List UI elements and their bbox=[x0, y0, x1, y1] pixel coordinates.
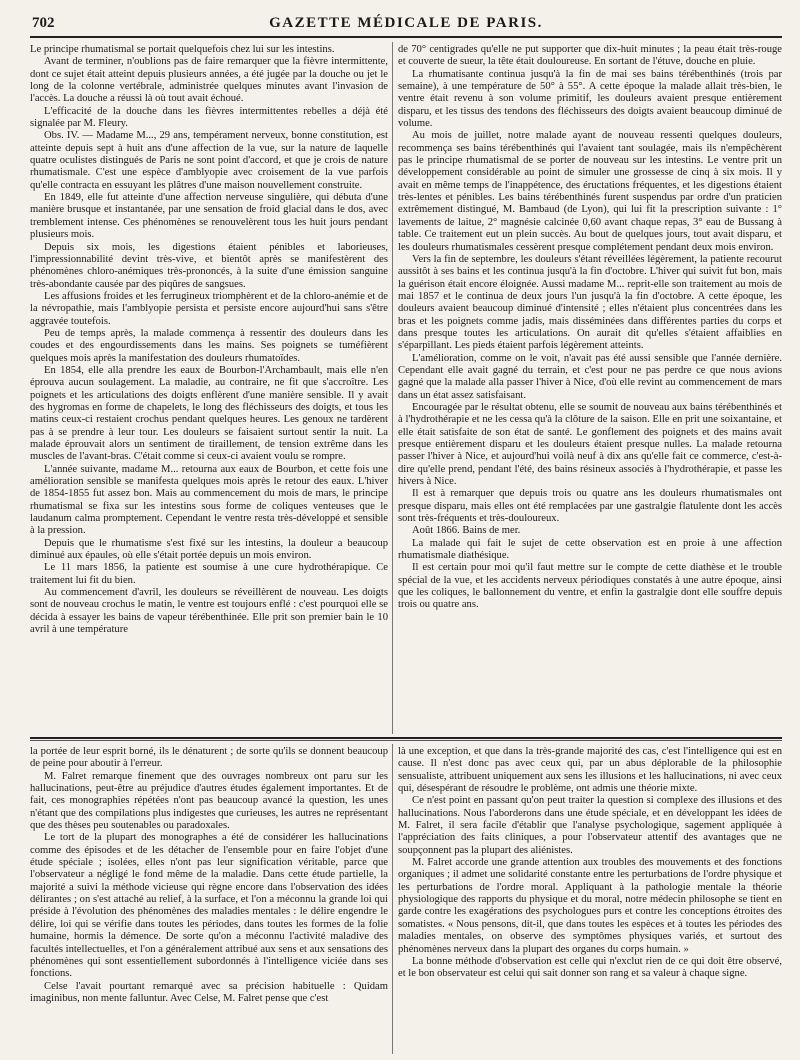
paragraph: Depuis six mois, les digestions étaient pénibles et laborieuses, l'impressionnabilité devint très-vive, et bientôt après se manifestèrent des phénomènes chloro-anémiques très-prononcés, à la suite d'une émission sanguine très-abondante causée par des piqûres de sangsues. bbox=[30, 241, 388, 290]
paragraph: La rhumatisante continua jusqu'à la fin de mai ses bains térébenthinés (trois par semaine), à une température de 50° à 55°. A cette époque la malade allait très-bien, le ventre était revenu à son volume primitif, les douleurs avaient presque entièrement disparu, et les tissus des tendons des fléchisseurs des doigts avaient beaucoup diminué de volume. bbox=[398, 68, 782, 130]
section-divider bbox=[30, 737, 782, 739]
paragraph: Le tort de la plupart des monographes a été de considérer les hallucinations comme des épisodes et de les détacher de l'ensemble pour en faire l'objet d'une étude spéciale ; isolées, elles n'ont pas leur signification véritable, parce que l'observateur a négligé le fond même de la maladie. Dans cette étude partielle, la majorité a suivi la méthode vicieuse qui règne encore dans l'observation des idées délirantes ; on s'est attaché au relief, à la surface, et l'on a méconnu la grande loi qui préside à l'évolution des phénomènes des maladies mentales : le délire engendre le délire, loi qui se vérifie dans toutes les périodes, dans toutes les formes de la folie humaine, hormis la démence. De sorte qu'on a méconnu l'activité maladive des facultés intellectuelles, et l'on a généralement attribué aux sens et aux sensations des phénomènes qui sont essentiellement subordonnés à l'intelligence viciée dans ses fonctions. bbox=[30, 832, 388, 980]
paragraph: Encouragée par le résultat obtenu, elle se soumit de nouveau aux bains térébenthinés et à l'hydrothérapie et ne les cessa qu'à la clôture de la saison. Elle en prit une soixantaine, et elle était satisfaite de son état de santé. Le gonflement des poignets et des mains avait presque entièrement disparu et les douleurs étaient presque nulles. La malade retourna passer l'hiver à Nice, et aujourd'hui voilà neuf à dix ans qu'elle fait ce commerce, c'est-à-dire qu'elle prend, pendant l'été, des bains résineux associés à l'hydrothérapie, et passe les hivers à Nice. bbox=[398, 401, 782, 488]
paragraph: Vers la fin de septembre, les douleurs s'étant réveillées légèrement, la patiente recourut aussitôt à ses bains et les continua jusqu'à la fin d'octobre. L'hiver qui suivit fut bon, mais la guérison était encore éloignée. Aussi madame M... reprit-elle son traitement au mois de mai 1857 et le continua de deux jours l'un jusqu'à la fin d'octobre. A cette époque, les douleurs avaient beaucoup diminué d'intensité ; elles n'étaient plus concentrées dans les bras et les poignets comme jadis, mais disséminées dans différentes parties du corps et dans presque toutes les articulations. On aurait dit qu'elles s'étaient affaiblies en s'éparpillant. Les pieds étaient parfois légèrement atteints. bbox=[398, 253, 782, 352]
column-top-right bbox=[398, 44, 782, 732]
paragraph: Les affusions froides et les ferrugineux triomphèrent et de la chloro-anémie et de la névropathie, mais l'amblyopie persista et persiste encore aujourd'hui sans s'être aggravée toutefois. bbox=[30, 290, 388, 327]
paragraph: En 1849, elle fut atteinte d'une affection nerveuse singulière, qui débuta d'une manière brusque et instantanée, par une sensation de froid glacial dans le dos, avec tremblement intense. Ces phénomènes se renouvelèrent tous les huit jours pendant plusieurs mois. bbox=[30, 192, 388, 241]
paragraph: Depuis que le rhumatisme s'est fixé sur les intestins, la douleur a beaucoup diminué aux épaules, où elle s'était portée depuis un mois environ. bbox=[30, 537, 388, 562]
column-bottom-right bbox=[398, 746, 782, 1052]
paragraph: Le 11 mars 1856, la patiente est soumise à une cure hydrothérapique. Ce traitement lui fit du bien. bbox=[30, 562, 388, 586]
paragraph: Obs. IV. — Madame M..., 29 ans, tempérament nerveux, bonne constitution, est atteinte depuis sept à huit ans d'une affection de la vue, sur la nature de laquelle quatre oculistes distingués de Paris ne sont point d'accord, et que je crois de nature rhumatismale. C'est une espèce d'amblyopie avec croisement de la vue parfois qu'elle contracta en essuyant les plâtres d'une maison nouvellement construite. bbox=[30, 130, 388, 191]
paragraph: Peu de temps après, la malade commença à ressentir des douleurs dans les coudes et des engourdissements dans les mains. Ses poignets se tuméfièrent quelques mois après la manifestation des douleurs rhumatoïdes. bbox=[30, 327, 388, 364]
paragraph: M. Falret remarque finement que des ouvrages nombreux ont paru sur les hallucinations, peut-être au préjudice d'autres études également importantes. Et de fait, ces monographies répétées n'ont pas beaucoup avancé la question, les unes n'étant que des compilations plus indigestes que curieuses, les autres ne représentant que des thèses peu soutenables ou paradoxales. bbox=[30, 770, 388, 832]
paragraph: Avant de terminer, n'oublions pas de faire remarquer que la fièvre intermittente, dont ce sujet était atteint depuis plusieurs années, a été jugée par la douche ou jet le long de la colonne vertébrale, administrée quelques minutes avant l'invasion de l'accès. La douche a réussi là où tout avait échoué. bbox=[30, 56, 388, 105]
paragraph: L'année suivante, madame M... retourna aux eaux de Bourbon, et cette fois une amélioration sensible se manifesta quelques mois après le retour des eaux. L'hiver de 1854-1855 fut assez bon. Mais au commencement du mois de mars, le principe rhumatismal se fixa sur les intestins sous forme de coliques venteuses que le laudanum calma promptement. Cependant le ventre resta très-développé et sensible à la pression. bbox=[30, 463, 388, 537]
paragraph: la portée de leur esprit borné, ils le dénaturent ; de sorte qu'ils se donnent beaucoup de peine pour aboutir à l'erreur. bbox=[30, 746, 388, 770]
column-separator bbox=[392, 744, 393, 1054]
paragraph: Au mois de juillet, notre malade ayant de nouveau ressenti quelques douleurs, recommença ses bains térébenthinés qui l'avaient tant soulagée, mais ils n'empêchèrent pas le principe rhumatismal de se porter de nouveau sur les intestins. Le ventre prit un développement considérable au point de simuler une grossesse de cinq à six mois. Il y avait en même temps de l'inappétence, des éructations fréquentes, et les digestions étaient très-lentes et pénibles. Les bains térébenthinés furent suspendus par ordre d'un praticien extrêmement distingué, M. Bambaud (de Lyon), qui lui fit la prescription suivante : 1° lavements de laitue, 2° magnésie calcinée 0,60 avant chaque repas, 3° eau de Bussang à table. Ce traitement eut un plein succès. Au bout de quelques jours, tout avait disparu, et les douleurs rhumatismales cessèrent presque complétement pendant deux mois environ. bbox=[398, 130, 782, 253]
section-divider-thin bbox=[30, 740, 782, 741]
paragraph: Celse l'avait pourtant remarqué avec sa précision habituelle : Quidam imaginibus, non mente falluntur. Avec Celse, M. Falret pense que c'est bbox=[30, 980, 388, 1004]
journal-title: GAZETTE MÉDICALE DE PARIS. bbox=[269, 15, 543, 31]
column-separator bbox=[392, 42, 393, 734]
page-number: 702 bbox=[32, 15, 55, 31]
paragraph: de 70° centigrades qu'elle ne put supporter que dix-huit minutes ; la peau était très-rouge et couverte de sueur, la tête était douloureuse. En sortant de l'étuve, douche en pluie. bbox=[398, 44, 782, 68]
paragraph: La malade qui fait le sujet de cette observation est en proie à une affection rhumatismale diathésique. bbox=[398, 537, 782, 562]
paragraph: là une exception, et que dans la très-grande majorité des cas, c'est l'intelligence qui est en cause. Il n'est donc pas avec ceux qui, par un abus déplorable de la philosophie sensualiste, attribuent uniquement aux sens les illusions et les hallucinations, ni avec ceux qui, désespérant de résoudre le problème, ont admis une théorie mixte. bbox=[398, 746, 782, 795]
paragraph: M. Falret accorde une grande attention aux troubles des mouvements et des fonctions organiques ; il admet une solidarité constante entre les perturbations de l'ordre physique et les perturbations de l'ordre moral. Appliquant à la pathologie mentale la théorie physiologique des rapports du physique et du moral, notre médecin philosophe se tient en garde contre les exagérations des psychologues purs et contre les conceptions étroites des somatistes. « Nous pensons, dit-il, que dans toutes les espèces et à toutes les périodes des maladies mentales, on observe des symptômes physiques variés, et surtout des phénomènes nerveux dans la plupart des organes du corps humain. » bbox=[398, 857, 782, 955]
page-header bbox=[30, 12, 782, 38]
paragraph: Ce n'est point en passant qu'on peut traiter la question si complexe des illusions et des hallucinations. Nous l'aborderons dans une étude spéciale, et en développant les idées de M. Falret, il sera facile d'établir que l'analyse psychologique, sagement appliquée à l'appréciation des faits cliniques, a pour l'observateur attentif des avantages que ne soupçonnent pas la plupart des aliénistes. bbox=[398, 795, 782, 856]
paragraph: L'efficacité de la douche dans les fièvres intermittentes rebelles a déjà été signalée par M. Fleury. bbox=[30, 105, 388, 130]
paragraph: La bonne méthode d'observation est celle qui n'exclut rien de ce qui doit être observé, et le bon observateur est celui qui sait donner son rang et sa valeur à chaque signe. bbox=[398, 955, 782, 980]
paragraph: L'amélioration, comme on le voit, n'avait pas été aussi sensible que l'année dernière. Cependant elle avait gagné du terrain, et c'est pour ne pas perdre ce que nous avions gagné que la malade alla passer l'hiver à Nice, d'où elle revint au commencement de mars dans un état assez satisfaisant. bbox=[398, 352, 782, 401]
paragraph: Août 1866. Bains de mer. bbox=[412, 525, 521, 537]
column-top-left bbox=[30, 44, 388, 732]
paragraph: Au commencement d'avril, les douleurs se réveillèrent de nouveau. Les doigts sont de nouveau crochus le matin, le ventre est toujours enflé : c'est pourquoi elle se décida à essayer les bains de vapeur térébenthinée. Elle prit son premier bain le 10 avril à une température bbox=[30, 587, 388, 636]
column-bottom-left bbox=[30, 746, 388, 1052]
paragraph: Il est certain pour moi qu'il faut mettre sur le compte de cette diathèse et le trouble spécial de la vue, et les accidents nerveux périodiques constatés à une autre époque, ainsi que les coliques, le ballonnement du ventre, et enfin la gastralgie dont elle souffre depuis trois ou quatre ans. bbox=[398, 562, 782, 611]
paragraph: Le principe rhumatismal se portait quelquefois chez lui sur les intestins. bbox=[30, 44, 335, 55]
paragraph: En 1854, elle alla prendre les eaux de Bourbon-l'Archambault, mais elle n'en éprouva aucun soulagement. La maladie, au contraire, ne fit que s'accroître. Les poignets et les articulations des doigts enflèrent d'une manière sensible. Il y avait des hygromas en forme de chapelets, le long des fléchisseurs des doigts, et tous les matins ceux-ci restaient crochus pendant quelques heures. Les genoux ne tardèrent pas à se prendre à leur tour. Les douleurs se faisaient surtout sentir la nuit. La malade éprouvait alors un sentiment de tiraillement, de tension extrême dans les muscles de l'avant-bras. C'était comme si ceux-ci avaient voulu se rompre. bbox=[30, 364, 388, 463]
paragraph: Il est à remarquer que depuis trois ou quatre ans les douleurs rhumatismales ont presque disparu, mais elles ont été remplacées par une gastralgie flatulente dont les accès sont très-fréquents et très-douloureux. bbox=[398, 488, 782, 525]
